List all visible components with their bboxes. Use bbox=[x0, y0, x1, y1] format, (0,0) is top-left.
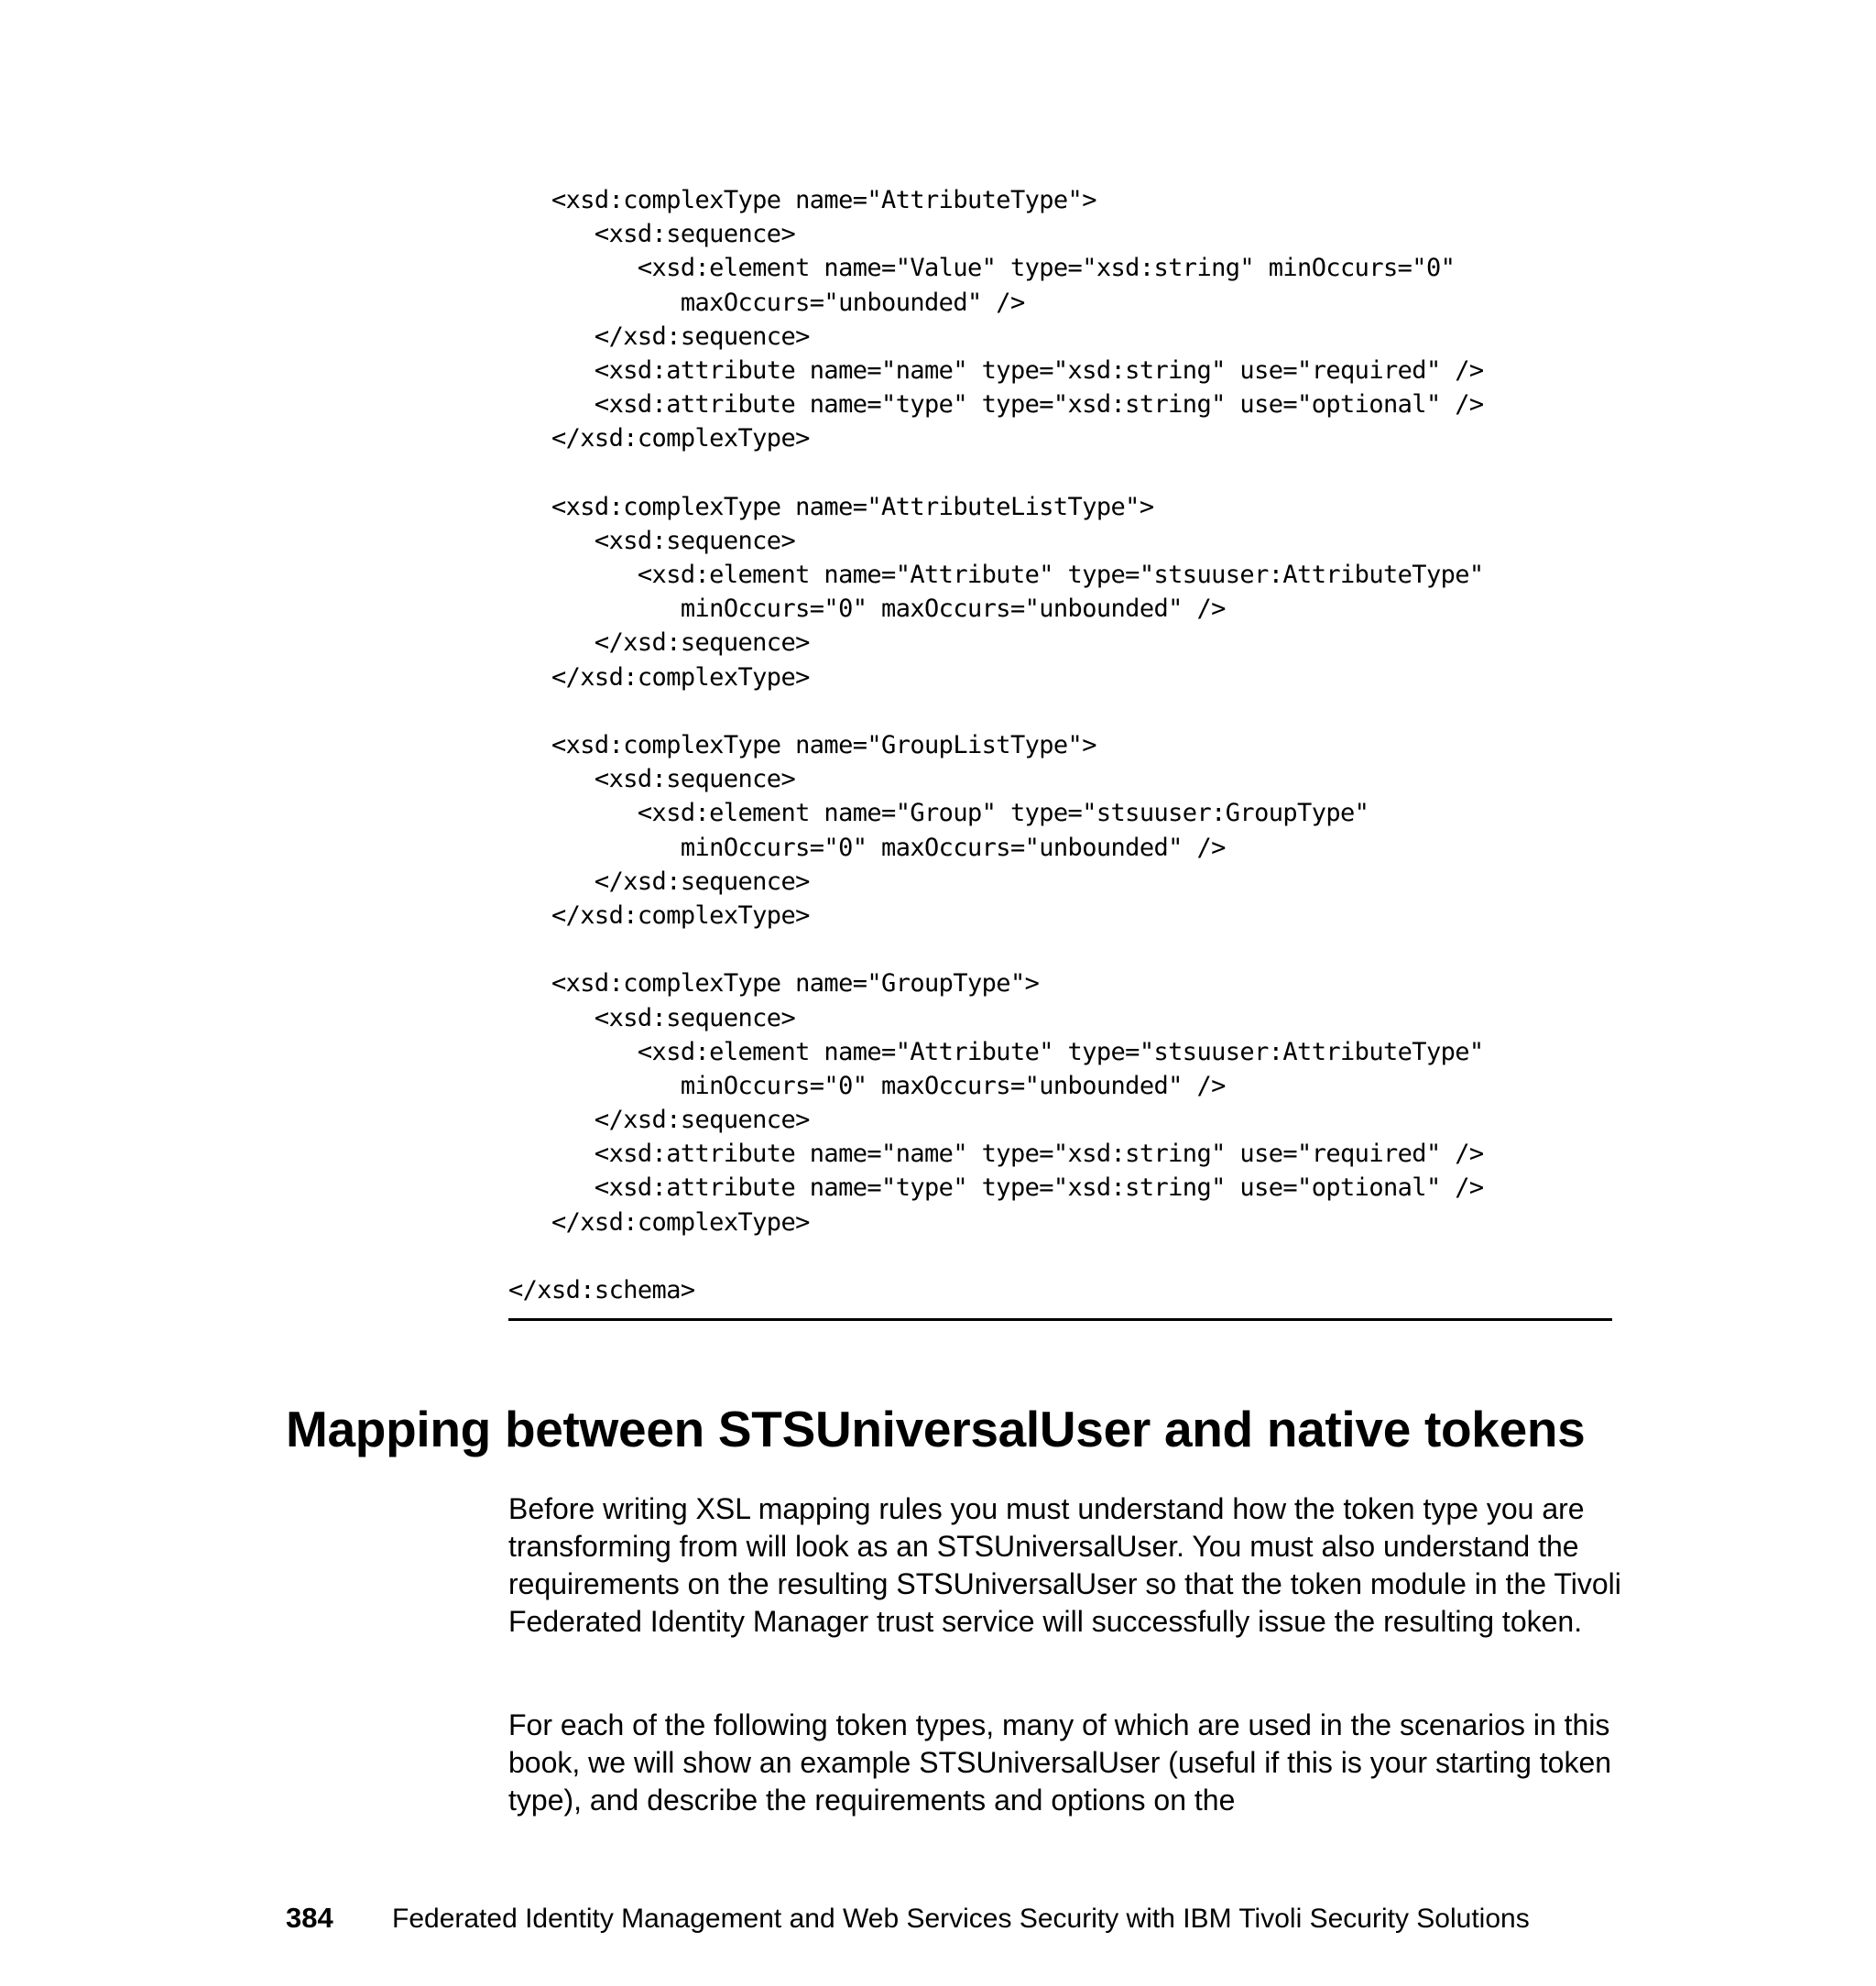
code-line: <xsd:sequence> bbox=[508, 526, 796, 555]
code-line: <xsd:element name="Attribute" type="stsuuser:AttributeType" bbox=[508, 1037, 1484, 1066]
code-line: <xsd:sequence> bbox=[508, 765, 796, 794]
code-line: <xsd:attribute name="type" type="xsd:string" use="optional" /> bbox=[508, 390, 1484, 420]
code-line: </xsd:complexType> bbox=[508, 662, 810, 692]
code-block-bottom-rule bbox=[508, 1318, 1612, 1321]
code-line: <xsd:attribute name="name" type="xsd:string" use="required" /> bbox=[508, 1140, 1484, 1169]
code-line: <xsd:complexType name="GroupType"> bbox=[508, 969, 1040, 998]
code-line: </xsd:sequence> bbox=[508, 1106, 810, 1135]
code-line bbox=[508, 933, 1612, 966]
code-listing bbox=[508, 183, 1612, 1307]
body-paragraph: Before writing XSL mapping rules you must understand how the token type you are transforming from will look as an STSUniversalUser. You must also understand the requirements on the resulting STSUniversalUser so that the token module in the Tivoli Federated Identity Manager trust service will successfully issue the resulting token. bbox=[508, 1492, 1621, 1638]
page-number: 384 bbox=[286, 1902, 333, 1934]
code-line: <xsd:attribute name="type" type="xsd:string" use="optional" /> bbox=[508, 1173, 1484, 1203]
code-line: </xsd:complexType> bbox=[508, 424, 810, 453]
code-line: </xsd:sequence> bbox=[508, 628, 810, 658]
section-heading: Mapping between STSUniversalUser and native tokens bbox=[286, 1401, 1586, 1457]
code-line: <xsd:element name="Value" type="xsd:string" minOccurs="0" bbox=[508, 254, 1456, 283]
running-title: Federated Identity Management and Web Services Security with IBM Tivoli Security Solutions bbox=[392, 1904, 1530, 1934]
code-line bbox=[508, 694, 1612, 728]
code-line: <xsd:element name="Group" type="stsuuser:GroupType" bbox=[508, 799, 1369, 828]
code-line: <xsd:element name="Attribute" type="stsuuser:AttributeType" bbox=[508, 561, 1484, 590]
code-line: <xsd:sequence> bbox=[508, 220, 796, 249]
code-line: minOccurs="0" maxOccurs="unbounded" /> bbox=[508, 1071, 1226, 1100]
code-line: <xsd:sequence> bbox=[508, 1003, 796, 1032]
code-line: maxOccurs="unbounded" /> bbox=[508, 288, 1025, 317]
code-line: <xsd:complexType name="GroupListType"> bbox=[508, 731, 1096, 759]
code-line: minOccurs="0" maxOccurs="unbounded" /> bbox=[508, 595, 1226, 624]
code-line: minOccurs="0" maxOccurs="unbounded" /> bbox=[508, 833, 1226, 862]
code-line: </xsd:sequence> bbox=[508, 867, 810, 896]
code-line: <xsd:complexType name="AttributeListType"> bbox=[508, 492, 1154, 521]
code-line: <xsd:attribute name="name" type="xsd:string" use="required" /> bbox=[508, 355, 1484, 385]
code-line: </xsd:complexType> bbox=[508, 900, 810, 930]
code-line: </xsd:sequence> bbox=[508, 322, 810, 351]
body-paragraph: For each of the following token types, many of which are used in the scenarios in this book, we will show an example STSUniversalUser (useful if this is your starting token type), and describe the requirements and options on the bbox=[508, 1708, 1612, 1817]
code-line: </xsd:schema> bbox=[508, 1276, 695, 1304]
code-line: <xsd:complexType name="AttributeType"> bbox=[508, 186, 1096, 214]
code-line bbox=[508, 456, 1612, 490]
code-line: </xsd:complexType> bbox=[508, 1207, 810, 1237]
code-line bbox=[508, 1239, 1612, 1273]
page-footer bbox=[286, 1902, 1530, 1935]
